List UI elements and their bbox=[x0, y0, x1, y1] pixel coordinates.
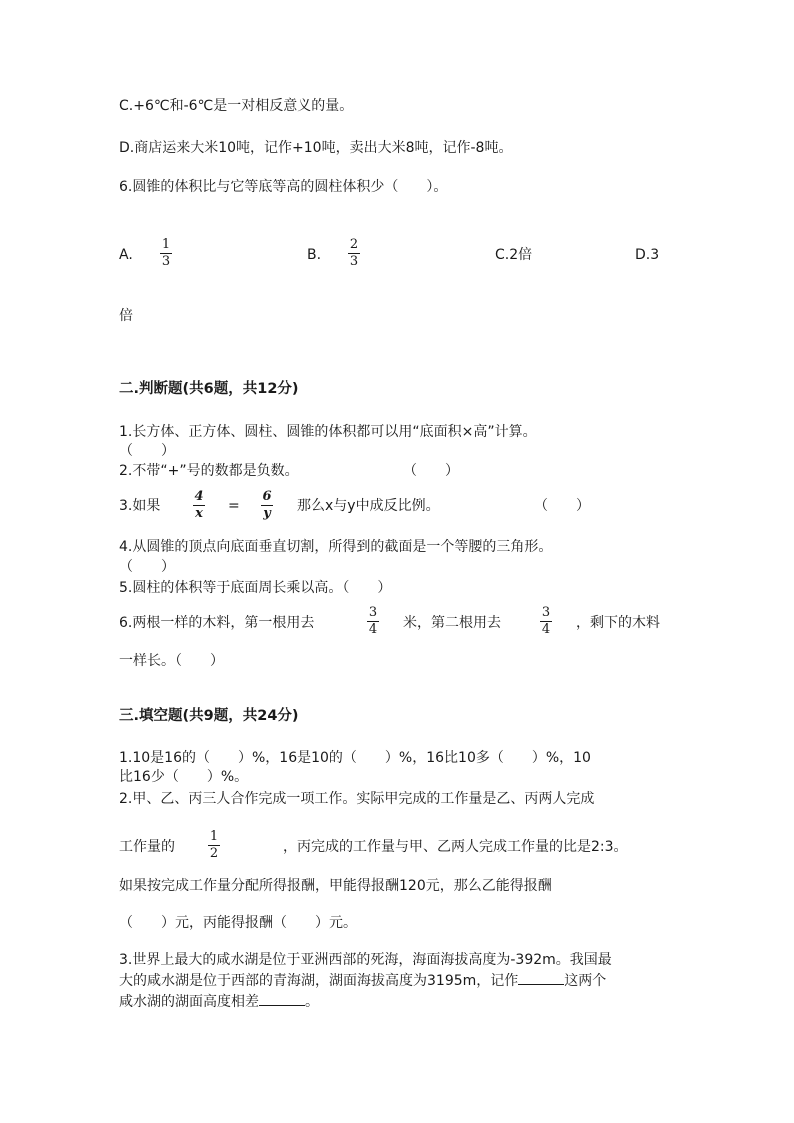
fraction-numerator: 1 bbox=[209, 829, 219, 844]
fraction-denominator: 4 bbox=[368, 622, 378, 637]
fill-question-1-line2: 比16少（ ）%。 bbox=[119, 769, 249, 785]
fill-question-3-line3 bbox=[119, 993, 319, 1011]
fraction-numerator: 4 bbox=[194, 489, 204, 504]
fraction-one-half bbox=[208, 830, 220, 861]
judge-question-6-prefix: 6.两根一样的木料，第一根用去 bbox=[119, 615, 315, 631]
answer-blank[interactable] bbox=[259, 993, 305, 1006]
fraction-6-over-y bbox=[261, 490, 273, 521]
judge-question-4: 4.从圆锥的顶点向底面垂直切割，所得到的截面是一个等腰的三角形。 bbox=[119, 539, 553, 555]
fill-question-3-line3-suffix: 。 bbox=[305, 994, 319, 1010]
option-b-label: B. bbox=[307, 247, 322, 263]
judge-question-1: 1.长方体、正方体、圆柱、圆锥的体积都可以用“底面积×高”计算。 bbox=[119, 424, 537, 440]
fraction-denominator: 2 bbox=[209, 846, 219, 861]
fill-question-3-line2 bbox=[119, 972, 606, 990]
option-c-text: C.+6℃和-6℃是一对相反意义的量。 bbox=[119, 98, 354, 114]
judge-question-3-suffix: 那么x与y中成反比例。 bbox=[297, 498, 440, 514]
fill-question-2-line2-prefix: 工作量的 bbox=[119, 839, 175, 855]
fraction-denominator: 4 bbox=[541, 622, 551, 637]
option-c-label: C.2倍 bbox=[495, 247, 533, 263]
judge-question-3-prefix: 3.如果 bbox=[119, 498, 161, 514]
fill-question-1-line1: 1.10是16的（ ）%，16是10的（ ）%，16比10多（ ）%，10 bbox=[119, 750, 591, 766]
option-d-wrap: 倍 bbox=[119, 308, 133, 324]
section-3-heading: 三.填空题(共9题，共24分) bbox=[119, 708, 299, 724]
judge-question-1-paren: （ ） bbox=[119, 443, 175, 459]
fraction-denominator: 3 bbox=[161, 254, 171, 269]
fraction-denominator: y bbox=[263, 506, 271, 521]
judge-question-5: 5.圆柱的体积等于底面周长乘以高。（ ） bbox=[119, 580, 392, 596]
fill-question-3-line3-prefix: 咸水湖的湖面高度相差 bbox=[119, 994, 259, 1010]
judge-question-6-wrap: 一样长。（ ） bbox=[119, 653, 224, 669]
fraction-one-third bbox=[160, 238, 172, 269]
question-6-text: 6.圆锥的体积比与它等底等高的圆柱体积少（ ）。 bbox=[119, 179, 448, 195]
equals-sign: = bbox=[228, 498, 240, 514]
answer-blank[interactable] bbox=[518, 972, 564, 985]
fill-question-2-line1: 2.甲、乙、丙三人合作完成一项工作。实际甲完成的工作量是乙、丙两人完成 bbox=[119, 791, 595, 807]
option-d-label: D.3 bbox=[635, 247, 660, 263]
fraction-three-quarters-1 bbox=[367, 606, 379, 637]
fraction-numerator: 3 bbox=[368, 605, 378, 620]
judge-question-3-paren: （ ） bbox=[534, 498, 590, 514]
judge-question-2: 2.不带“+”号的数都是负数。 bbox=[119, 463, 299, 479]
fill-question-3-line2-prefix: 大的咸水湖是位于西部的青海湖，湖面海拔高度为3195m，记作 bbox=[119, 973, 519, 989]
fraction-numerator: 2 bbox=[349, 237, 359, 252]
fraction-denominator: 3 bbox=[349, 254, 359, 269]
fill-question-2-line2-suffix: ，丙完成的工作量与甲、乙两人完成工作量的比是2:3。 bbox=[283, 839, 628, 855]
fraction-denominator: x bbox=[195, 506, 203, 521]
fraction-numerator: 3 bbox=[541, 605, 551, 620]
judge-question-6-mid: 米，第二根用去 bbox=[403, 615, 501, 631]
fill-question-3-line1: 3.世界上最大的咸水湖是位于亚洲西部的死海，海面海拔高度为-392m。我国最 bbox=[119, 952, 612, 968]
option-a-label: A. bbox=[119, 247, 133, 263]
fill-question-3-line2-suffix: 这两个 bbox=[564, 973, 607, 989]
fill-question-2-line4: （ ）元，丙能得报酬（ ）元。 bbox=[119, 915, 357, 931]
fraction-4-over-x bbox=[193, 490, 205, 521]
judge-question-2-paren: （ ） bbox=[403, 463, 459, 479]
judge-question-4-paren: （ ） bbox=[119, 559, 175, 575]
fraction-two-thirds bbox=[348, 238, 360, 269]
fraction-three-quarters-2 bbox=[540, 606, 552, 637]
judge-question-6-suffix: ，剩下的木料 bbox=[576, 615, 660, 631]
fraction-numerator: 1 bbox=[161, 237, 171, 252]
option-d-text: D.商店运来大米10吨，记作+10吨，卖出大米8吨，记作-8吨。 bbox=[119, 140, 513, 156]
section-2-heading: 二.判断题(共6题，共12分) bbox=[119, 381, 299, 397]
fraction-numerator: 6 bbox=[262, 489, 272, 504]
fill-question-2-line3: 如果按完成工作量分配所得报酬，甲能得报酬120元，那么乙能得报酬 bbox=[119, 878, 552, 894]
